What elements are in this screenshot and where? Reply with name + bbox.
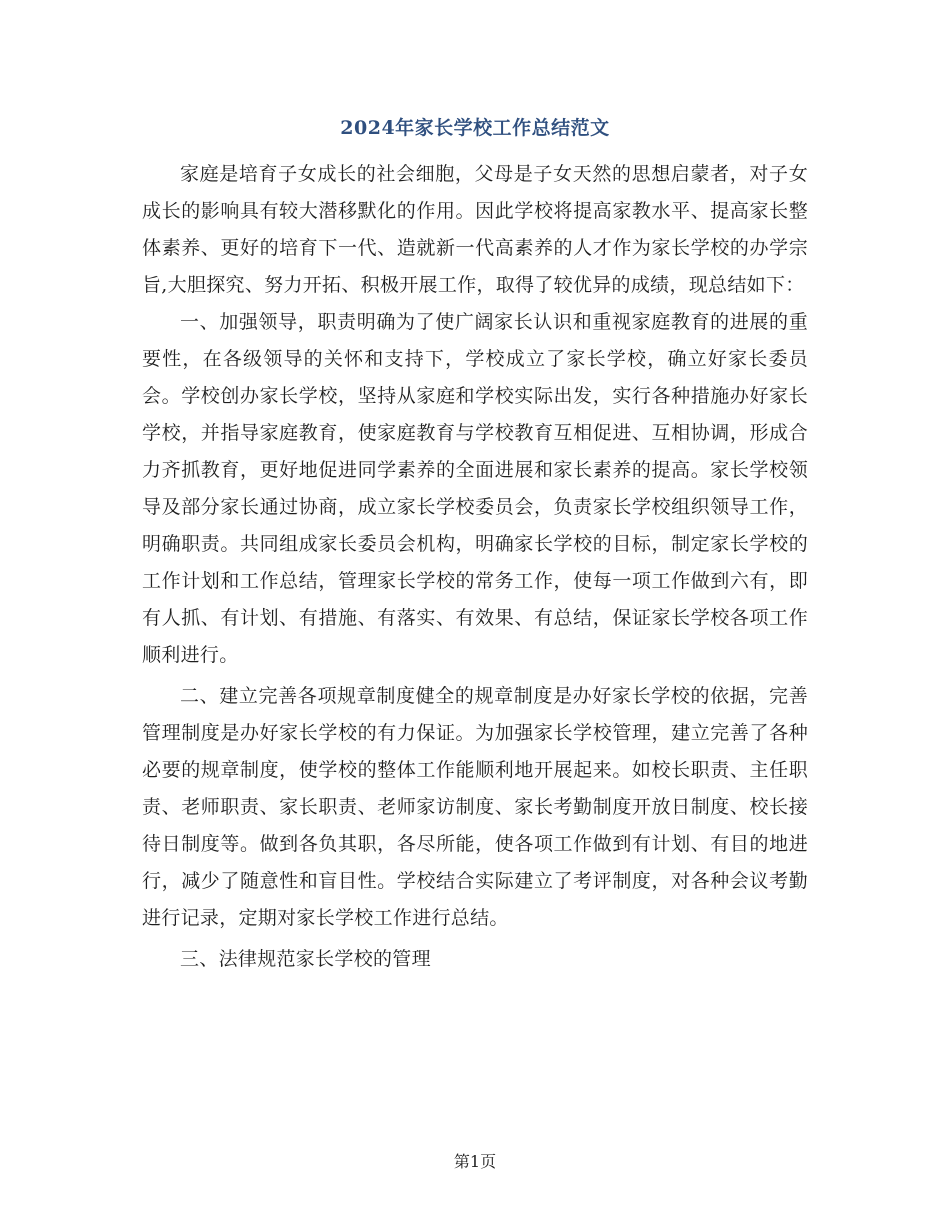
document-title: 2024年家长学校工作总结范文 <box>340 117 610 139</box>
page-number-footer: 第1页 <box>453 1152 497 1171</box>
paragraph-section-3-heading: 三、法律规范家长学校的管理 <box>180 948 431 970</box>
paragraph-section-2: 二、建立完善各项规章制度健全的规章制度是办好家长学校的依据，完善管理制度是办好家长学校的有力保证。为加强家长学校管理，建立完善了各种必要的规章制度，使学校的整体工作能顺利地开展起来。如校长职责、主任职责、老师职责、家长职责、老师家访制度、家长考勤制度开放日制度、校长接待日制度等。做到各负其职，各尽所能，使各项工作做到有计划、有目的地进行，减少了随意性和盲目性。学校结合实际建立了考评制度，对各种会议考勤进行记录，定期对家长学校工作进行总结。 <box>142 685 808 929</box>
paragraph-section-1: 一、加强领导，职责明确为了使广阔家长认识和重视家庭教育的进展的重要性，在各级领导的关怀和支持下，学校成立了家长学校，确立好家长委员会。学校创办家长学校，坚持从家庭和学校实际出发，实行各种措施办好家长学校，并指导家庭教育，使家庭教育与学校教育互相促进、互相协调，形成合力齐抓教育，更好地促进同学素养的全面进展和家长素养的提高。家长学校领导及部分家长通过协商，成立家长学校委员会，负责家长学校组织领导工作，明确职责。共同组成家长委员会机构，明确家长学校的目标，制定家长学校的工作计划和工作总结，管理家长学校的常务工作，使每一项工作做到六有，即有人抓、有计划、有措施、有落实、有效果、有总结，保证家长学校各项工作顺利进行。 <box>142 311 808 666</box>
paragraph-intro: 家庭是培育子女成长的社会细胞，父母是子女天然的思想启蒙者，对子女成长的影响具有较大潜移默化的作用。因此学校将提高家教水平、提高家长整体素养、更好的培育下一代、造就新一代高素养的人才作为家长学校的办学宗旨,大胆探究、努力开拓、积极开展工作，取得了较优异的成绩，现总结如下： <box>142 163 808 296</box>
